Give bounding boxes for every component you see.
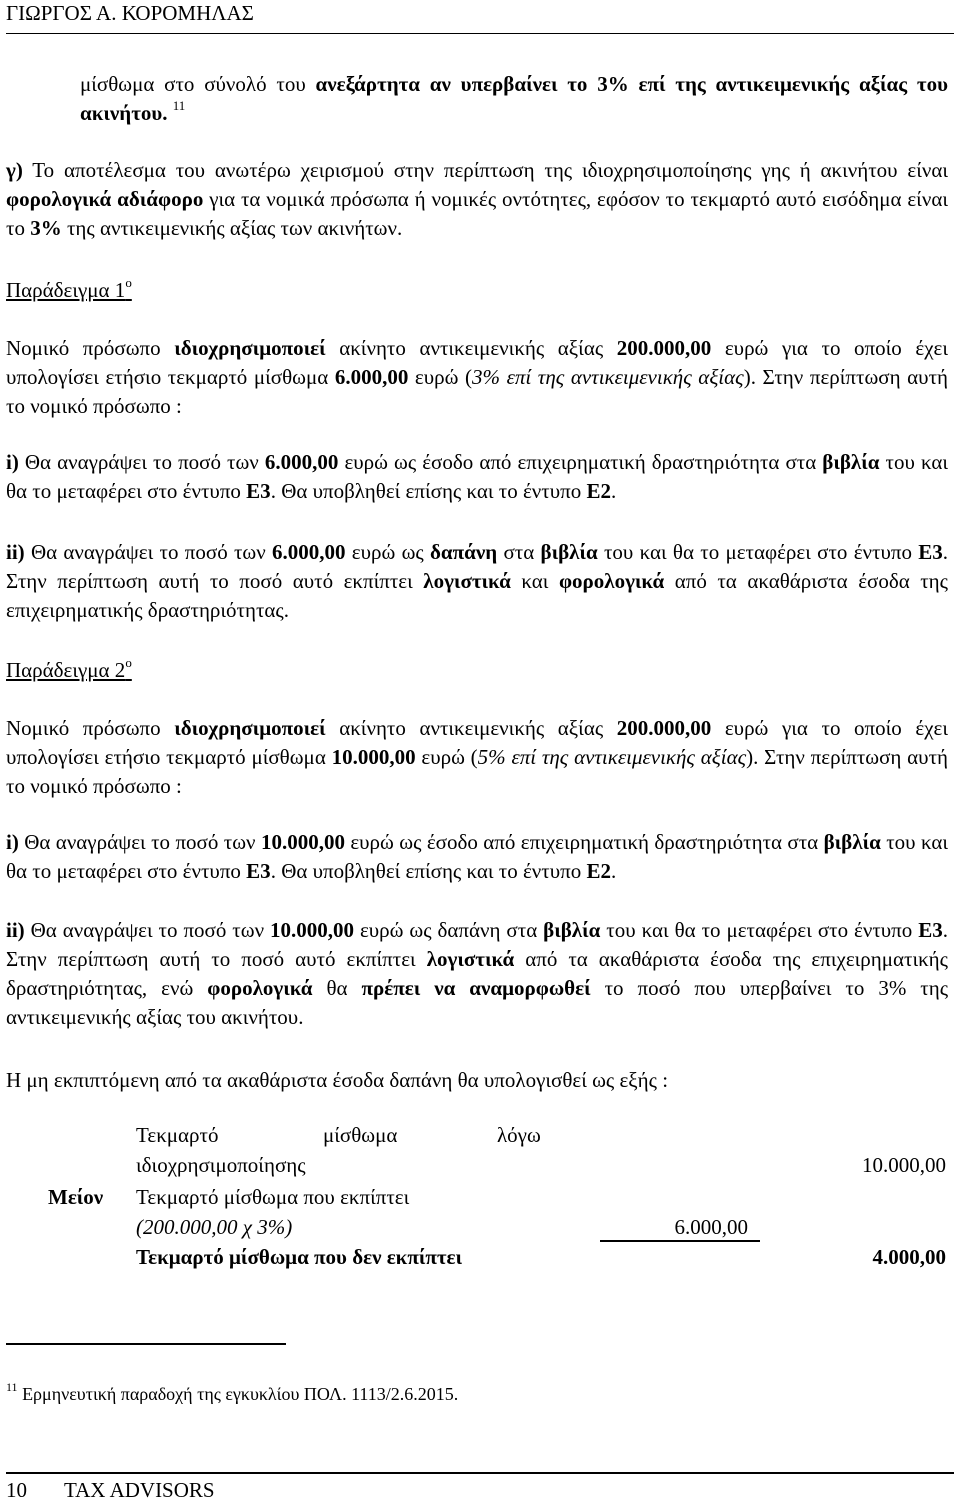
example-1-item-i: i) Θα αναγράψει το ποσό των 6.000,00 ευρώ ως έσοδο από επιχειρηματική δραστηριότητα στα βιβλία του και θα το μεταφέρει στο έντυπο Ε3. Θα υποβληθεί επίσης και το έντυπο Ε2. [6,450,948,503]
row2-calc: (200.000,00 χ 3%) [136,1215,293,1239]
author-name: ΓΙΩΡΓΟΣ Α. ΚΟΡΟΜΗΛΑΣ [6,1,254,25]
intro-paragraph: μίσθωμα στο σύνολό του ανεξάρτητα αν υπερβαίνει το 3% επί της αντικειμενικής αξίας του ακινήτου. $^{11}$ [80,72,948,125]
example-2-intro: Νομικό πρόσωπο ιδιοχρησιμοποιεί ακίνητο αντικειμενικής αξίας 200.000,00 ευρώ για το οποίο έχει υπολογίσει ετήσιο τεκμαρτό μίσθωμα 10.000,00 ευρώ (5% επί της αντικειμενικής αξίας). Στην περίπτωση αυτή το νομικό πρόσωπο : [6,716,949,798]
calculation-table [0,1120,960,1280]
minus-label: Μείον [48,1185,104,1209]
example-1-intro: Νομικό πρόσωπο ιδιοχρησιμοποιεί ακίνητο αντικειμενικής αξίας 200.000,00 ευρώ για το οποίο έχει υπολογίσει ετήσιο τεκμαρτό μίσθωμα 6.000,00 ευρώ (3% επί της αντικειμενικής αξίας). Στην περίπτωση αυτή το νομικό πρόσωπο : [6,336,949,418]
example-2-heading: Παράδειγμα $2^o$ [6,655,132,682]
row1-value: 10.000,00 [862,1153,946,1177]
row1-word-4: ιδιοχρησιμοποίησης [136,1153,306,1177]
row2-label: Τεκμαρτό μίσθωμα που εκπίπτει [136,1185,410,1209]
example-2-item-ii: ii) Θα αναγράψει το ποσό των 10.000,00 ευρώ ως δαπάνη στα βιβλία του και θα το μεταφέρει στο έντυπο Ε3. Στην περίπτωση αυτή το ποσό αυτό εκπίπτει λογιστικά από τα ακαθάριστα έσοδα της επιχειρηματικής δραστηριότητας, ενώ φορολογικά θα πρέπει να αναμορφωθεί το ποσό που υπερβαίνει το 3% της αντικειμενικής αξίας του ακινήτου. [6,918,949,1029]
row1-word-2: μίσθωμα [323,1123,398,1147]
page-footer [6,1477,215,1503]
example-1-heading: Παράδειγμα $1^o$ [6,275,132,302]
total-label: Τεκμαρτό μίσθωμα που δεν εκπίπτει [136,1245,463,1269]
footnote-rule [6,1343,286,1345]
paragraph-c: γ) Το αποτέλεσμα του ανωτέρω χειρισμού στην περίπτωση της ιδιοχρησιμοποίησης γης ή ακινήτου είναι φορολογικά αδιάφορο για τα νομικά πρόσωπα ή νομικές οντότητες, εφόσον το τεκμαρτό αυτό εισόδημα είναι το 3% της αντικειμενικής αξίας των ακινήτων. [6,158,948,240]
row2-value: 6.000,00 [674,1215,748,1239]
footer-rule [6,1472,954,1474]
running-header [6,0,954,34]
footnote-ref[interactable]: 11 [172,98,186,113]
page-number: 10 [6,1478,27,1502]
example-2-item-i: i) Θα αναγράψει το ποσό των 10.000,00 ευρώ ως έσοδο από επιχειρηματική δραστηριότητα στα βιβλία του και θα το μεταφέρει στο έντυπο Ε3. Θα υποβληθεί επίσης και το έντυπο Ε2. [6,830,948,883]
example-1-item-ii: ii) Θα αναγράψει το ποσό των 6.000,00 ευρώ ως δαπάνη στα βιβλία του και θα το μεταφέρει στο έντυπο Ε3. Στην περίπτωση αυτή το ποσό αυτό εκπίπτει λογιστικά και φορολογικά από τα ακαθάριστα έσοδα της επιχειρηματικής δραστηριότητας. [6,540,948,622]
footnote-number: 11 [6,1380,18,1394]
footnote-text: Ερμηνευτική παραδοχή της εγκυκλίου ΠΟΛ. 1113/2.6.2015. [17,1384,459,1404]
total-value: 4.000,00 [872,1245,946,1269]
row1-word-3: λόγω [497,1123,541,1147]
footer-brand: TAX ADVISORS [64,1478,215,1502]
row1-word-1: Τεκμαρτό [136,1123,219,1147]
subtotal-underline [600,1240,760,1242]
footnote [6,1382,458,1406]
calc-intro: Η μη εκπιπτόμενη από τα ακαθάριστα έσοδα δαπάνη θα υπολογισθεί ως εξής : [6,1068,669,1092]
